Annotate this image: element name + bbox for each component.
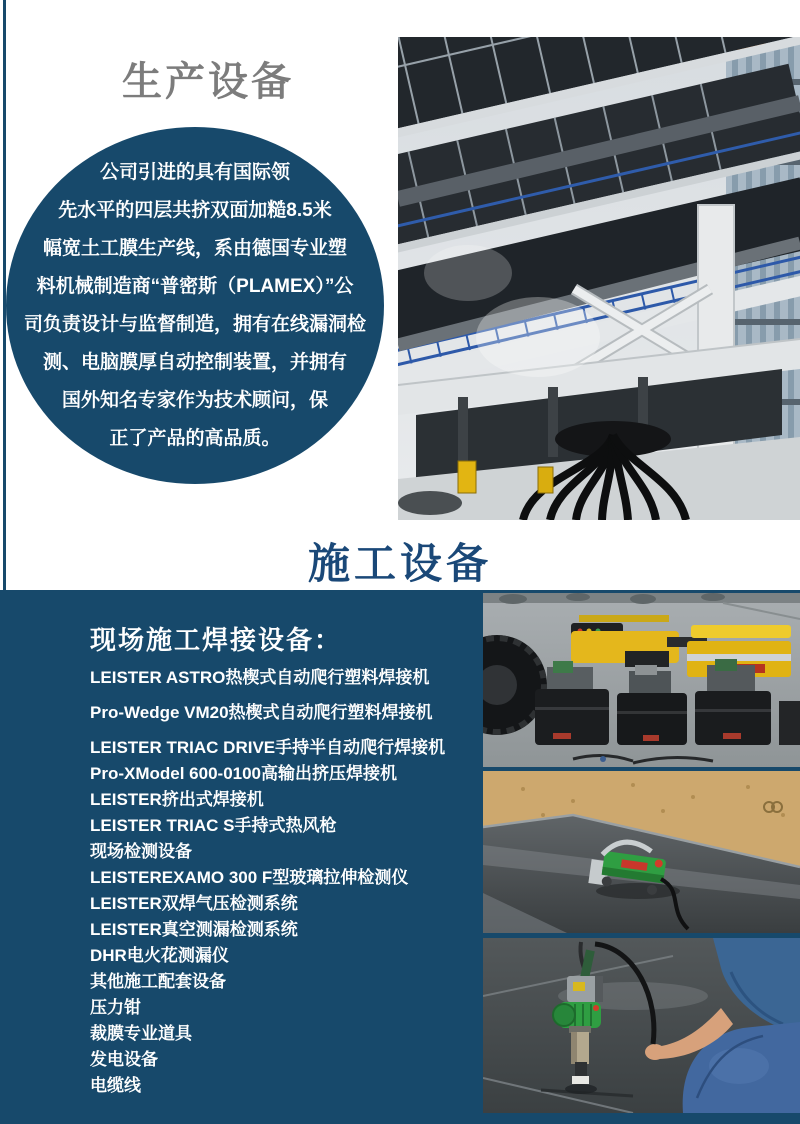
equipment-list-item: Pro-XModel 600-0100高输出挤压焊接机 xyxy=(90,764,398,783)
equipment-list-item: LEISTER双焊气压检测系统 xyxy=(90,894,298,913)
production-equipment-title: 生产设备 xyxy=(122,60,294,104)
equipment-list-item: LEISTER TRIAC S手持式热风枪 xyxy=(90,816,337,835)
hand-welder-operator-photo xyxy=(483,938,800,1113)
intro-text-line: 公司引进的具有国际领 xyxy=(99,161,290,183)
intro-text-line: 司负责设计与监督制造，拥有在线漏洞检 xyxy=(23,313,366,335)
intro-text-line: 料机械制造商“普密斯（PLAMEX）”公 xyxy=(36,275,354,297)
intro-text-line: 幅宽土工膜生产线，系由德国专业塑 xyxy=(42,237,347,259)
equipment-list-item: LEISTER挤出式焊接机 xyxy=(90,790,264,809)
factory-production-line-photo xyxy=(398,37,800,520)
construction-equipment-section xyxy=(0,590,800,1124)
intro-text-line: 先水平的四层共挤双面加糙8.5米 xyxy=(58,199,332,221)
construction-equipment-title: 施工设备 xyxy=(307,540,492,587)
equipment-list-item: LEISTER真空测漏检测系统 xyxy=(90,920,298,939)
equipment-list-item: LEISTER ASTRO热楔式自动爬行塑料焊接机 xyxy=(90,668,430,687)
equipment-list-item: LEISTEREXAMO 300 F型玻璃拉伸检测仪 xyxy=(90,868,409,887)
company-intro-text xyxy=(24,154,366,458)
intro-text-line: 正了产品的高品质。 xyxy=(109,427,281,449)
wedge-welder-on-geomembrane-photo xyxy=(483,771,800,933)
equipment-list-item: DHR电火花测漏仪 xyxy=(90,946,229,965)
equipment-list-item: 压力钳 xyxy=(90,998,141,1017)
intro-text-line: 国外知名专家作为技术顾问，保 xyxy=(61,389,328,411)
equipment-list-item: 其他施工配套设备 xyxy=(90,972,226,991)
equipment-list-item: 发电设备 xyxy=(90,1050,158,1069)
equipment-list-item: 裁膜专业道具 xyxy=(90,1024,192,1043)
company-intro-circle xyxy=(6,127,384,484)
welding-machines-on-site-photo xyxy=(483,593,800,767)
welding-equipment-heading: 现场施工焊接设备： xyxy=(90,625,343,655)
equipment-list-item: LEISTER TRIAC DRIVE手持半自动爬行焊接机 xyxy=(90,738,446,757)
intro-text-line: 测、电脑膜厚自动控制装置，并拥有 xyxy=(42,351,347,373)
equipment-list xyxy=(90,668,480,1102)
equipment-list-item: 电缆线 xyxy=(90,1076,141,1095)
equipment-list-item: Pro-Wedge VM20热楔式自动爬行塑料焊接机 xyxy=(90,703,433,722)
equipment-list-item: 现场检测设备 xyxy=(90,842,192,861)
